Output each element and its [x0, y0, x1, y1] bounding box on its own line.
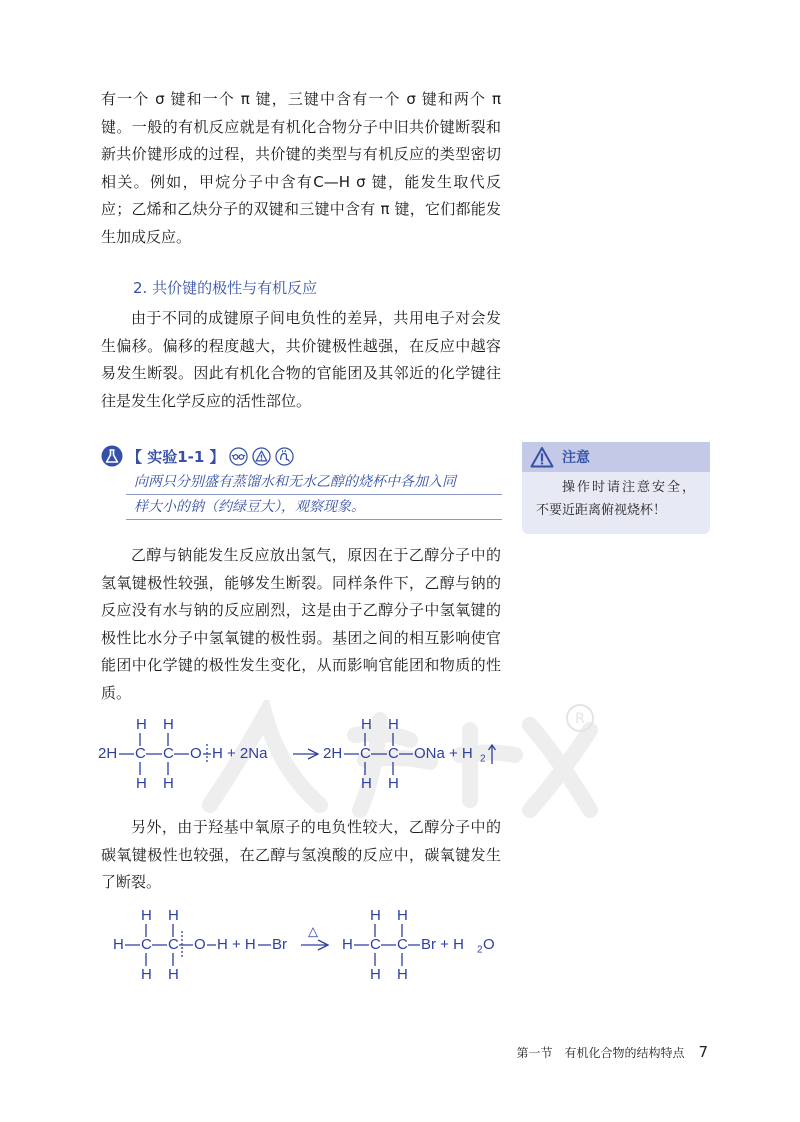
eq2-p-h-left: H: [342, 935, 353, 953]
eq1-h-2na: H + 2Na: [212, 744, 268, 762]
eq2-p-h-bot1: H: [370, 965, 381, 983]
eq2-p-br-h: Br + H: [421, 935, 464, 953]
page-number: 7: [698, 1043, 708, 1061]
safety-note-header: [522, 442, 710, 472]
hand-wash-icon: [275, 447, 294, 466]
experiment-title: 【 实验1-1 】: [127, 447, 225, 466]
footer-section-title: 第一节 有机化合物的结构特点: [516, 1046, 685, 1060]
section-heading: 2. 共价键的极性与有机反应: [133, 279, 318, 297]
eq1-c2: C: [163, 744, 174, 762]
eq1-p-c1: C: [360, 744, 371, 762]
eq2-o: O: [194, 935, 206, 953]
eq1-h-bot1: H: [136, 774, 147, 792]
experiment-line-1: 向两只分别盛有蒸馏水和无水乙醇的烧杯中各加入同: [126, 470, 502, 495]
eq1-p-2h: 2H: [323, 744, 343, 762]
eq1-h-top1: H: [136, 715, 147, 733]
paragraph-ethanol-sodium: 乙醇与钠能发生反应放出氢气，原因在于乙醇分子中的氢氧键极性较强，能够发生断裂。同样条件下，乙醇与钠的反应没有水与钠的反应剧烈，这是由于乙醇分子中氢氧键的极性比水分子中氢氧键的极性弱。基团之间的相互影响使官能团中化学键的极性发生变化，从而影响官能团和物质的性质。: [101, 546, 501, 702]
safety-note-line-1: 操作时请注意安全，: [562, 480, 698, 495]
safety-note-body: [522, 472, 710, 522]
eq2-delta: △: [308, 923, 318, 939]
eq1-2h: 2H: [98, 744, 118, 762]
warning-icon: [530, 446, 554, 468]
eq2-h-bot1: H: [141, 965, 152, 983]
eq2-p-c2: C: [397, 935, 408, 953]
paragraph-bond-types: 有一个 σ 键和一个 π 键，三键中含有一个 σ 键和两个 π 键。一般的有机反应就是有机化合物分子中旧共价键断裂和新共价键形成的过程，共价键的类型与有机反应的类型密切相关。例如，甲烷分子中含有C—H σ 键，能发生取代反应；乙烯和乙炔分子的双键和三键中含有 π 键，它们都能发生加成反应。: [101, 90, 501, 246]
page-footer: [516, 1043, 708, 1061]
eq2-c2: C: [168, 935, 179, 953]
eq1-p-h-bot1: H: [361, 774, 372, 792]
eq1-c1: C: [135, 744, 146, 762]
paragraph-bond-polarity: 由于不同的成键原子间电负性的差异，共用电子对会发生偏移。偏移的程度越大，共价键极性越强，在反应中越容易发生断裂。因此有机化合物的官能团及其邻近的化学键往往是发生化学反应的活性部位。: [101, 309, 501, 410]
experiment-instructions: [126, 470, 502, 520]
ethanol-sodium-equation: [95, 714, 505, 794]
goggles-icon: [229, 447, 248, 466]
safety-note-title: 注意: [562, 450, 590, 466]
safety-note-box: [522, 442, 710, 534]
hazard-triangle-icon: [252, 447, 271, 466]
experiment-title-row: [101, 442, 294, 470]
eq1-o: O: [190, 744, 202, 762]
eq1-p-sub2: 2: [480, 753, 486, 765]
eq2-p-h-top2: H: [397, 906, 408, 924]
eq2-p-sub2: 2: [477, 944, 483, 956]
eq2-p-c1: C: [370, 935, 381, 953]
paragraph-ethanol-hbr: 另外，由于羟基中氧原子的电负性较大，乙醇分子中的碳氧键极性也较强，在乙醇与氢溴酸的反应中，碳氧键发生了断裂。: [101, 818, 501, 892]
eq2-h-plus-h: H + H: [217, 935, 256, 953]
eq2-h-left: H: [113, 935, 124, 953]
eq1-p-h-top2: H: [388, 715, 399, 733]
flask-icon: [101, 445, 123, 467]
eq1-p-ona-h: ONa + H: [414, 744, 473, 762]
eq2-h-bot2: H: [168, 965, 179, 983]
eq2-p-h-top1: H: [370, 906, 381, 924]
experiment-line-2: 样大小的钠（约绿豆大），观察现象。: [126, 495, 502, 520]
eq2-p-water-o: O: [483, 935, 495, 953]
eq1-p-h-top1: H: [361, 715, 372, 733]
eq2-c1: C: [141, 935, 152, 953]
ethanol-hbr-equation: [95, 905, 505, 985]
svg-text:R: R: [575, 711, 585, 727]
eq1-h-top2: H: [163, 715, 174, 733]
eq1-p-h-bot2: H: [388, 774, 399, 792]
eq1-p-c2: C: [388, 744, 399, 762]
eq2-br: Br: [272, 935, 287, 953]
eq2-h-top1: H: [141, 906, 152, 924]
eq2-p-h-bot2: H: [397, 965, 408, 983]
safety-note-line-2: 不要近距离俯视烧杯！: [536, 503, 667, 518]
eq2-h-top2: H: [168, 906, 179, 924]
eq1-h-bot2: H: [163, 774, 174, 792]
